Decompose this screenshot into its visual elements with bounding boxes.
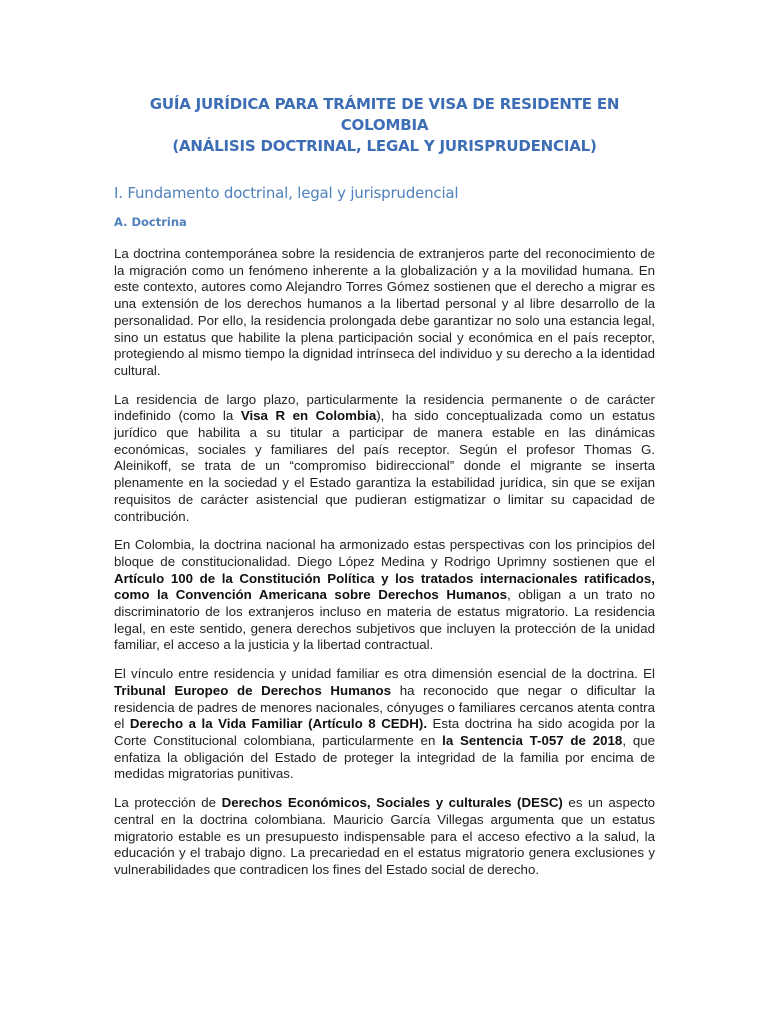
paragraph-text: La protección de — [114, 795, 222, 811]
paragraph-text: ), ha sido conceptualizada como un estatus jurídico que habilita a su titular a participar de manera estable en las dinámicas económicas, sociales y familiares del país receptor. Según el profesor Thomas G. Aleinikoff, se trata de un “compromiso bidireccional” donde el migrante se inserta plenamente en la sociedad y el Estado garantiza la estabilidad jurídica, sin que se exijan requisitos de carácter asistencial que pudieran estigmatizar o limitar su capacidad de contribución. — [114, 408, 655, 524]
subsection-heading: A. Doctrina — [114, 215, 187, 229]
paragraph-4 — [114, 666, 655, 783]
bold-term: Derechos Económicos, Sociales y culturales (DESC) — [221, 795, 563, 811]
bold-term: Tribunal Europeo de Derechos Humanos — [114, 682, 392, 698]
paragraph-text: , obligan a un trato no discriminatorio de los extranjeros incluso en materia de estatus migratorio. La residencia legal, en este sentido, genera derechos subjetivos que incluyen la protección de la unidad familiar, el acceso a la justicia y la libertad contractual. — [114, 587, 655, 653]
paragraph-text: En Colombia, la doctrina nacional ha armonizado estas perspectivas con los principios del bloque de constitucionalidad. Diego López Medina y Rodrigo Uprimny sostienen que el — [114, 537, 655, 569]
paragraph-text: La doctrina contemporánea sobre la residencia de extranjeros parte del reconocimiento de la migración como un fenómeno inherente a la globalización y a la movilidad humana. En este contexto, autores como Alejandro Torres Gómez sostienen que el derecho a migrar es una extensión de los derechos humanos a la libertad personal y al libre desarrollo de la personalidad. Por ello, la residencia prolongada debe garantizar no solo una estancia legal, sino un estatus que habilite la plena participación social y económica en el país receptor, protegiendo al mismo tiempo la dignidad intrínseca del individuo y su derecho a la identidad cultural. — [114, 246, 655, 378]
title-line-2: (ANÁLISIS DOCTRINAL, LEGAL Y JURISPRUDENCIAL) — [172, 137, 597, 155]
bold-term: Visa R en Colombia — [240, 408, 377, 424]
paragraph-text: El vínculo entre residencia y unidad familiar es otra dimensión esencial de la doctrina. El — [114, 666, 655, 682]
paragraph-5 — [114, 795, 655, 879]
paragraph-text: , que enfatiza la obligación del Estado de proteger la integridad de la familia por encima de medidas migratorias punitivas. — [114, 732, 656, 782]
bold-term: la Sentencia T-057 de 2018 — [442, 732, 623, 748]
document-body — [114, 94, 655, 879]
paragraph-3 — [114, 537, 655, 654]
paragraph-text: Esta doctrina ha sido acogida por la Corte Constitucional colombiana, particularmente en — [114, 716, 655, 748]
bold-term: Derecho a la Vida Familiar (Artículo 8 CEDH). — [129, 716, 428, 732]
paragraph-2 — [114, 392, 655, 526]
paragraph-text: ha reconocido que negar o dificultar la residencia de padres de menores nacionales, cónyuges o familiares cercanos atenta contra el — [114, 682, 656, 732]
paragraph-text: La residencia de largo plazo, particularmente la residencia permanente o de carácter indefinido (como la — [114, 391, 655, 424]
paragraph-1 — [114, 246, 655, 380]
bold-term: Artículo 100 de la Constitución Política y los tratados internacionales ratificados, como la Convención Americana sobre Derechos Humanos — [114, 570, 655, 603]
title-line-1: GUÍA JURÍDICA PARA TRÁMITE DE VISA DE RESIDENTE EN COLOMBIA — [149, 95, 620, 134]
paragraph-text: es un aspecto central en la doctrina colombiana. Mauricio García Villegas argumenta que un estatus migratorio estable es un presupuesto indispensable para el acceso efectivo a la salud, la educación y el trabajo digno. La precariedad en el estatus migratorio genera exclusiones y vulnerabilidades que contradicen los fines del Estado social de derecho. — [114, 795, 655, 877]
document-title — [114, 94, 655, 157]
section-heading: I. Fundamento doctrinal, legal y jurisprudencial — [114, 184, 459, 202]
